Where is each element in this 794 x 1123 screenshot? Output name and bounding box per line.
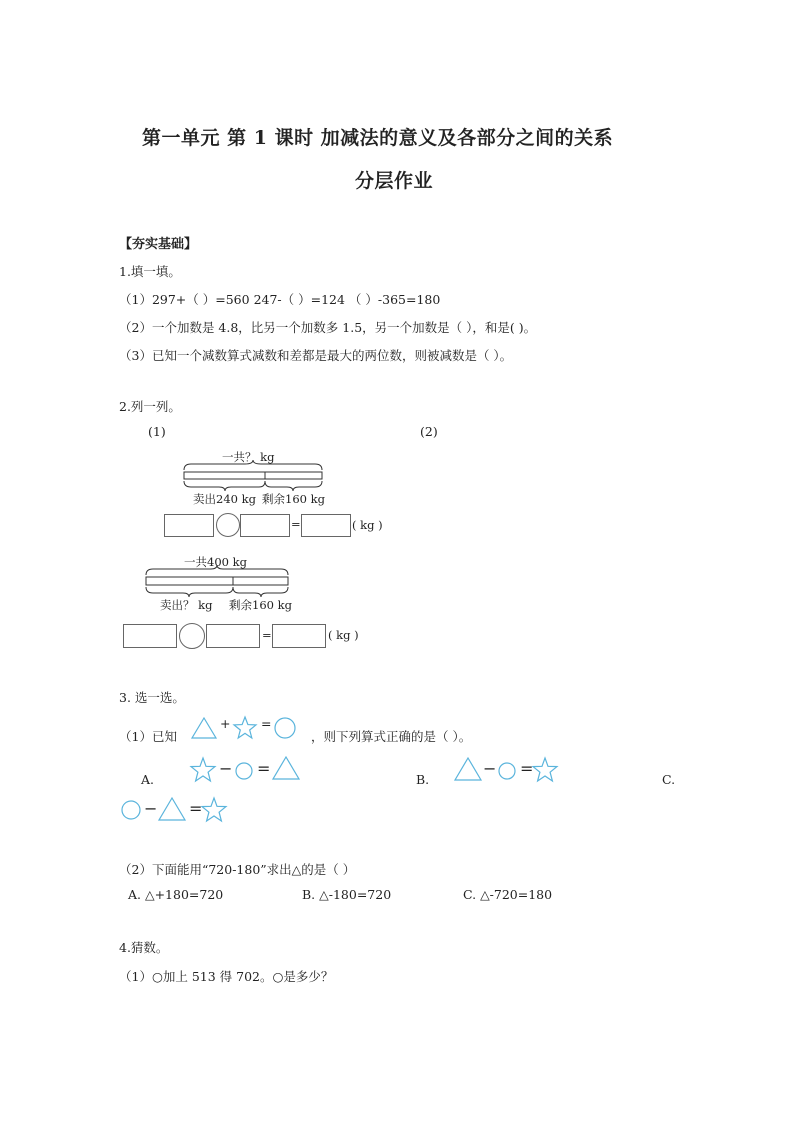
circle-icon <box>121 800 141 820</box>
q3-equals-sign: = <box>261 716 272 731</box>
q3-option-b-equals: = <box>520 759 534 778</box>
q3-sub2-option-c: C. △-720=180 <box>463 887 553 902</box>
diagram2-answer-box-1[interactable] <box>123 624 177 648</box>
star-icon <box>190 757 216 783</box>
star-icon <box>532 757 558 783</box>
circle-icon <box>498 762 516 780</box>
q3-heading: 3. 选一选。 <box>119 690 185 705</box>
q1-line2: （2）一个加数是 4.8，比另一个加数多 1.5，另一个加数是（ ），和是( )。 <box>119 320 537 335</box>
diagram1-answer-box-2[interactable] <box>240 514 290 537</box>
q1-heading: 1.填一填。 <box>119 264 181 279</box>
star-icon <box>233 716 257 740</box>
diagram2-operator-circle[interactable] <box>179 623 205 649</box>
q2-heading: 2.列一列。 <box>119 399 181 414</box>
triangle-icon <box>272 756 300 780</box>
diagram2-remain-label: 剩余160 kg <box>229 598 292 612</box>
q3-option-b-label: B. <box>416 772 430 787</box>
q2-label-1: (1) <box>148 424 166 439</box>
q3-option-a-label: A. <box>141 772 155 787</box>
q4-heading: 4.猜数。 <box>119 940 169 955</box>
q4-line1: （1）○加上 513 得 702。○是多少？ <box>119 969 334 984</box>
q3-sub2-option-b: B. △-180=720 <box>302 887 392 902</box>
diagram1-operator-circle[interactable] <box>216 513 240 537</box>
circle-icon <box>274 717 296 739</box>
diagram1-remain-label: 剩余160 kg <box>262 492 325 506</box>
q3-option-c-minus: − <box>144 799 158 818</box>
diagram1-unit: ( kg ) <box>352 518 383 532</box>
q3-option-a-equals: = <box>257 759 271 778</box>
q1-line3: （3）已知一个减数算式减数和差都是最大的两位数，则被减数是（ ）。 <box>119 348 513 363</box>
q1-line1: （1）297+（ ）=560 247-（ ）=124 （ ）-365=180 <box>119 292 441 307</box>
diagram2-answer-box-2[interactable] <box>206 624 260 648</box>
diagram2-bracket-bar <box>145 567 290 599</box>
q3-sub2-question: （2）下面能用“720-180”求出△的是（ ） <box>119 862 356 877</box>
q3-option-c-label: C. <box>662 772 676 787</box>
q3-sub1-prefix: （1）已知 <box>119 729 177 744</box>
circle-icon <box>235 762 253 780</box>
q3-option-c-equals: = <box>189 799 203 818</box>
diagram2-equals: = <box>262 628 272 642</box>
q3-option-a-minus: − <box>219 759 233 778</box>
diagram2-unit: ( kg ) <box>328 628 359 642</box>
section-heading: 【夯实基础】 <box>119 237 198 252</box>
page-title: 第一单元 第 1 课时 加减法的意义及各部分之间的关系 <box>142 127 614 149</box>
q2-label-2: (2) <box>420 424 438 439</box>
page-subtitle: 分层作业 <box>355 170 434 192</box>
diagram1-answer-box-3[interactable] <box>301 514 351 537</box>
diagram1-total-label: 一共？ kg <box>222 450 275 464</box>
q3-plus-sign: + <box>220 716 231 731</box>
diagram2-total-label: 一共400 kg <box>184 555 247 569</box>
triangle-icon <box>191 717 217 739</box>
diagram2-sold-label: 卖出？ kg <box>160 598 213 612</box>
diagram1-equals: = <box>291 517 301 531</box>
q3-sub2-option-a: A. △+180=720 <box>128 887 224 902</box>
star-icon <box>201 797 227 823</box>
diagram1-answer-box-1[interactable] <box>164 514 214 537</box>
diagram1-bracket-bar <box>183 462 323 492</box>
diagram2-answer-box-3[interactable] <box>272 624 326 648</box>
q3-option-b-minus: − <box>483 759 497 778</box>
triangle-icon <box>454 757 482 781</box>
triangle-icon <box>158 797 186 821</box>
q3-sub1-suffix: ，则下列算式正确的是（ ）。 <box>311 729 472 744</box>
diagram1-sold-label: 卖出240 kg <box>193 492 256 506</box>
